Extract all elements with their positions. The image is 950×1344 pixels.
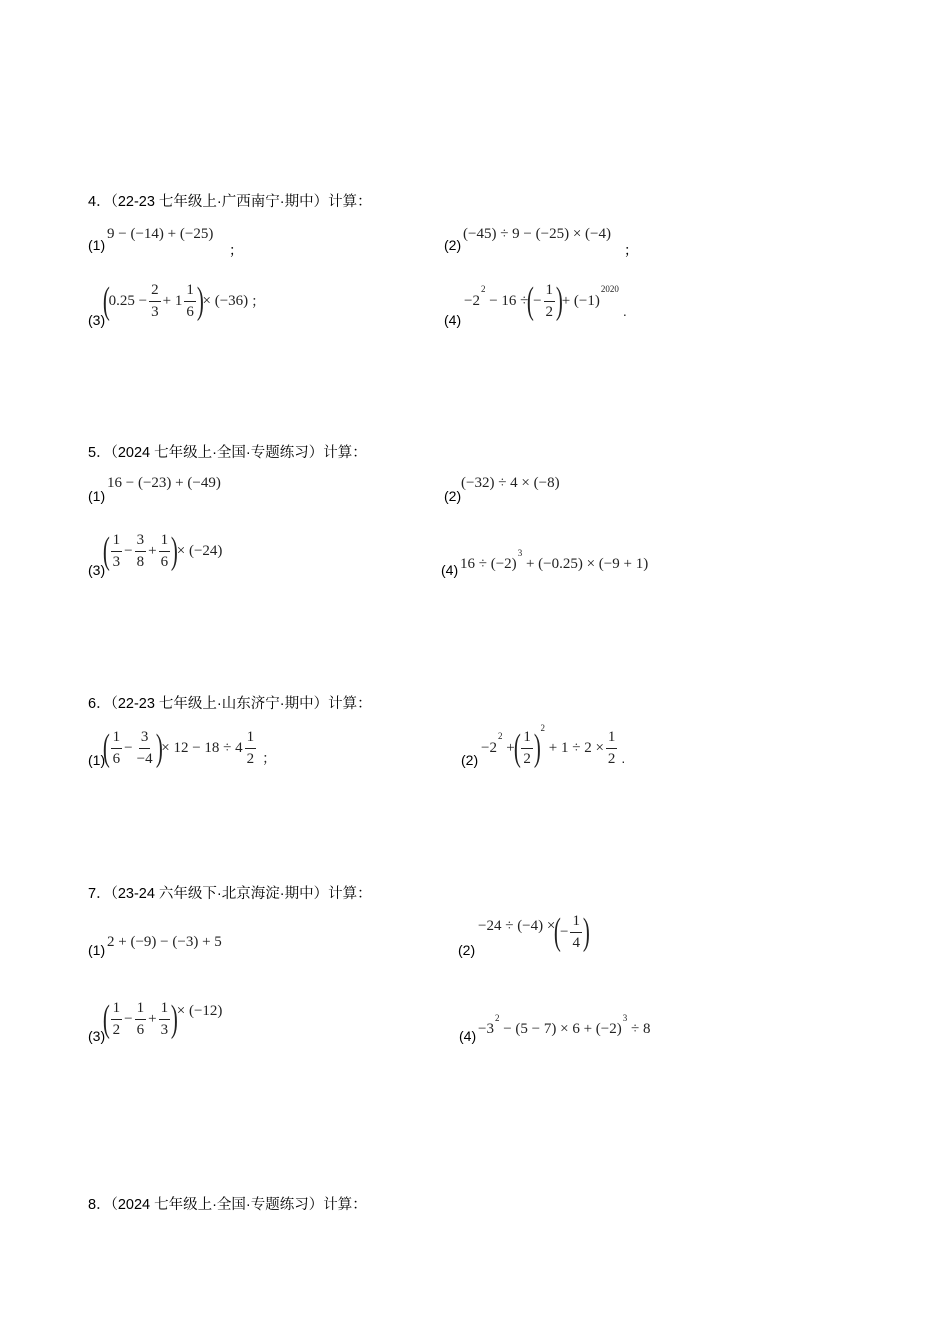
fraction [135, 1000, 147, 1038]
numerator: 1 [159, 532, 171, 552]
expr-text: −2 [481, 739, 497, 756]
expr-text: − [124, 542, 133, 559]
q4-part-2-expression [463, 226, 611, 243]
exponent: 2 [494, 1012, 500, 1023]
end-punct: . [622, 303, 627, 319]
denominator: 2 [523, 751, 531, 767]
fraction [570, 913, 582, 951]
denominator: 4 [572, 935, 580, 951]
q5-part-3-label: (3) [88, 562, 106, 578]
denominator: 2 [545, 304, 554, 320]
fraction [245, 729, 257, 767]
q4-part-1-expression [107, 226, 213, 243]
q6-part-2-label: (2) [461, 752, 479, 768]
numerator: 1 [521, 729, 533, 749]
fraction [544, 282, 556, 320]
fraction [606, 729, 618, 767]
q5-part-4-expression [460, 547, 649, 573]
q4-part-2-end: ； [624, 242, 638, 258]
q7-part-1-label: (1) [88, 942, 106, 958]
end-punct: ； [262, 750, 277, 766]
question-7-heading: 7．（23-24 六年级下·北京海淀·期中）计算： [88, 886, 372, 902]
q4-part-2-label: (2) [444, 237, 462, 253]
expr-text: (−32) ÷ 4 × (−8) [461, 475, 560, 491]
q7-part-2-expression [478, 913, 589, 951]
expr-text: 0.25 − [108, 292, 148, 309]
denominator: 2 [607, 751, 616, 767]
numerator: 3 [135, 532, 147, 552]
exponent: 3 [517, 547, 523, 558]
exponent: 2 [540, 723, 545, 733]
expr-text: −24 ÷ (−4) × [478, 917, 556, 934]
denominator: 6 [112, 751, 121, 767]
fraction [135, 532, 147, 570]
left-paren: ( [513, 727, 521, 769]
q7-part-4-label: (4) [459, 1028, 477, 1044]
left-paren: ( [527, 280, 535, 322]
expr-text: + [148, 542, 157, 559]
exponent: 3 [622, 1012, 628, 1023]
fraction [149, 282, 161, 320]
denominator: 6 [160, 554, 169, 570]
right-paren: ) [155, 727, 163, 769]
denominator: 6 [186, 304, 194, 320]
q4-part-3-label: (3) [88, 312, 106, 328]
fraction [135, 729, 155, 767]
q4-part-4-expression [464, 282, 627, 320]
expr-text: − (5 − 7) × 6 + (−2) [499, 1021, 622, 1037]
numerator: 1 [570, 913, 582, 933]
exponent: 2020 [600, 284, 619, 294]
right-paren: ) [555, 280, 563, 322]
q7-part-1-expression [107, 934, 222, 951]
q7-part-2-label: (2) [458, 942, 476, 958]
numerator: 1 [135, 1000, 147, 1020]
fraction [521, 729, 533, 767]
left-paren: ( [102, 280, 110, 322]
q5-part-3-expression [104, 532, 222, 570]
right-paren: ) [170, 998, 178, 1040]
right-paren: ) [196, 280, 204, 322]
question-8-heading: 8．（2024 七年级上·全国·专题练习）计算： [88, 1197, 367, 1213]
numerator: 2 [149, 282, 161, 302]
q5-part-1-label: (1) [88, 488, 106, 504]
question-6-heading: 6．（22-23 七年级上·山东济宁·期中）计算： [88, 696, 372, 712]
fraction [111, 532, 123, 570]
expr-text: 9 − (−14) + (−25) [107, 226, 214, 242]
denominator: 2 [112, 1022, 121, 1038]
expr-text: + (−0.25) × (−9 + 1) [522, 556, 649, 572]
q6-part-2-expression [481, 723, 626, 769]
expr-text: × (−24) [176, 542, 223, 559]
q5-part-1-expression [107, 475, 221, 492]
left-paren: ( [102, 998, 110, 1040]
expr-text: −3 [478, 1021, 494, 1037]
expr-text: − [533, 292, 542, 309]
expr-text: × 12 − 18 ÷ 4 [161, 739, 243, 756]
denominator: 6 [136, 1022, 145, 1038]
numerator: 1 [184, 282, 196, 302]
denominator: 8 [136, 554, 145, 570]
denominator: 3 [151, 304, 159, 320]
expr-text: 2 + (−9) − (−3) + 5 [107, 934, 222, 950]
fraction [184, 282, 196, 320]
expr-text: −2 [464, 292, 480, 309]
expr-text: ÷ 8 [627, 1021, 651, 1037]
expr-text: − [124, 1010, 133, 1027]
exponent: 2 [480, 284, 486, 294]
exponent: 2 [497, 731, 503, 741]
right-paren: ) [582, 911, 590, 953]
fraction [111, 729, 123, 767]
expr-text: × (−36) [202, 292, 249, 309]
numerator: 1 [159, 1000, 171, 1020]
q4-part-3-expression [104, 282, 265, 320]
fraction [159, 1000, 171, 1038]
right-paren: ) [170, 530, 178, 572]
q6-part-1-expression [104, 729, 276, 767]
q4-part-1-label: (1) [88, 237, 106, 253]
numerator: 1 [245, 729, 257, 749]
end-punct: . [621, 750, 626, 766]
fraction [159, 532, 171, 570]
q7-part-4-expression [478, 1012, 651, 1038]
q5-part-2-label: (2) [444, 488, 462, 504]
q7-part-3-label: (3) [88, 1028, 106, 1044]
left-paren: ( [102, 530, 110, 572]
question-5-heading: 5．（2024 七年级上·全国·专题练习）计算： [88, 445, 367, 461]
denominator: 3 [160, 1022, 169, 1038]
expr-text: + 1 [162, 292, 183, 309]
expr-text: − [124, 739, 133, 756]
denominator: −4 [136, 751, 153, 767]
q4-part-4-label: (4) [444, 312, 462, 328]
expr-text: − [560, 923, 569, 940]
expr-text: + 1 ÷ 2 × [545, 739, 604, 756]
q6-part-1-label: (1) [88, 752, 106, 768]
expr-text: + [148, 1010, 157, 1027]
expr-text: − 16 ÷ [485, 292, 529, 309]
expr-text: 16 ÷ (−2) [460, 556, 517, 572]
q7-part-3-expression [104, 1000, 222, 1038]
expr-text: + (−1) [561, 292, 600, 309]
left-paren: ( [554, 911, 562, 953]
q5-part-4-label: (4) [441, 562, 459, 578]
denominator: 2 [246, 751, 255, 767]
numerator: 3 [139, 729, 151, 749]
expr-text: 16 − (−23) + (−49) [107, 475, 221, 491]
expr-text: × (−12) [176, 1002, 223, 1019]
numerator: 1 [606, 729, 618, 749]
numerator: 1 [111, 532, 123, 552]
numerator: 1 [111, 1000, 123, 1020]
left-paren: ( [102, 727, 110, 769]
fraction [111, 1000, 123, 1038]
question-4-heading: 4．（22-23 七年级上·广西南宁·期中）计算： [88, 194, 372, 210]
denominator: 3 [112, 554, 121, 570]
expr-text: + [502, 739, 515, 756]
q4-part-1-end: ； [229, 242, 243, 258]
numerator: 1 [544, 282, 556, 302]
numerator: 1 [111, 729, 123, 749]
end-punct: ； [251, 293, 266, 309]
q5-part-2-expression [461, 475, 560, 492]
right-paren: ) [533, 727, 541, 769]
expr-text: (−45) ÷ 9 − (−25) × (−4) [463, 226, 612, 242]
